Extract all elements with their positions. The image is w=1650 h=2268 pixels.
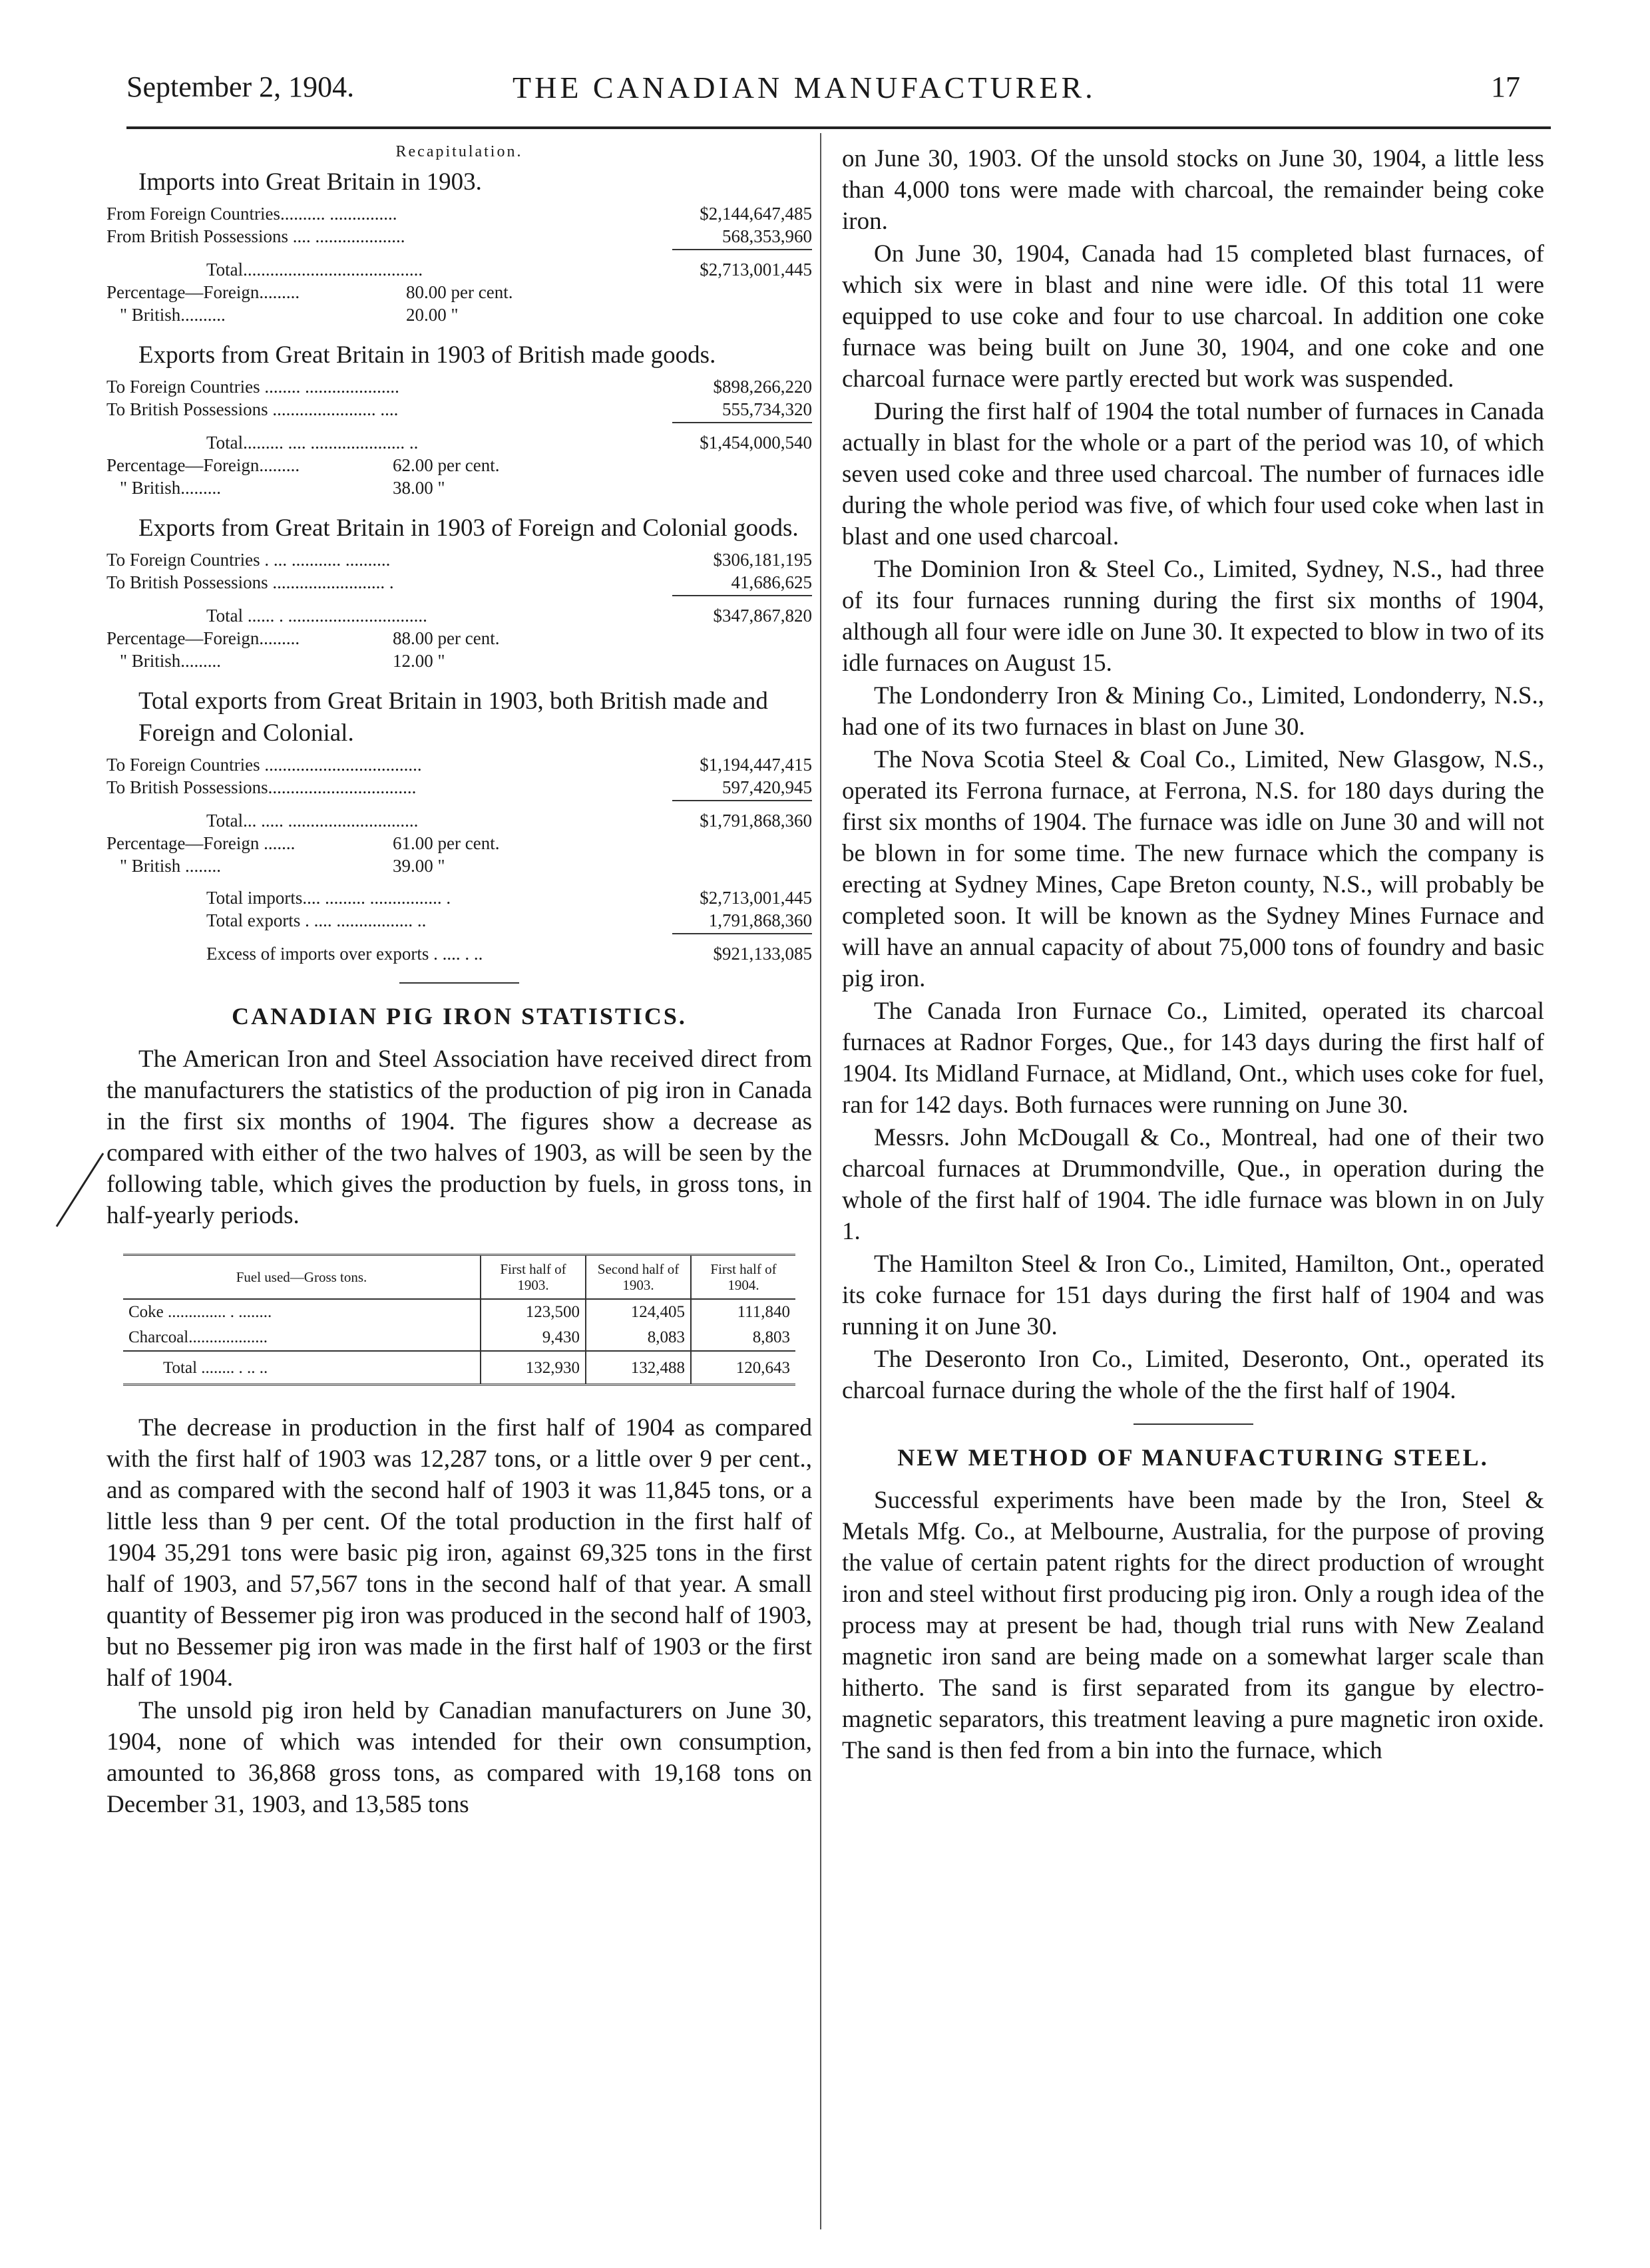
ledger-amount: $1,454,000,540 bbox=[700, 433, 812, 453]
value-cell: 111,840 bbox=[691, 1299, 795, 1325]
summary-amount: 1,791,868,360 bbox=[708, 910, 812, 930]
ledger-row bbox=[106, 548, 812, 571]
exports-british-title: Exports from Great Britain in 1903 of British made goods. bbox=[138, 341, 716, 369]
ledger-row bbox=[106, 776, 812, 799]
fuel-cell: Charcoal................... bbox=[128, 1328, 268, 1346]
percentage-label: Percentage—Foreign ....... bbox=[106, 833, 296, 853]
body-paragraph: The Londonderry Iron & Mining Co., Limited, Londonderry, N.S., had one of its two furnaces in blast on June 30. bbox=[842, 682, 1544, 741]
ledger-total-row bbox=[106, 604, 812, 627]
summary-amount: $2,713,001,445 bbox=[700, 888, 812, 908]
ledger-label: Total........................................ bbox=[206, 260, 423, 280]
percentage-row bbox=[106, 281, 812, 303]
value-cell: 132,488 bbox=[586, 1351, 691, 1385]
percentage-value: 80.00 per cent. bbox=[406, 282, 513, 302]
ledger-label: Total ...... . ............................... bbox=[206, 606, 427, 626]
right-column bbox=[842, 143, 1544, 1766]
body-paragraph: The Canada Iron Furnace Co., Limited, operated its charcoal furnaces at Radnor Forges, Que., for 143 days during the first half of 1904. Its Midland Furnace, at Midland, Ont., which uses coke for fuel, ran for 142 days. Both furnaces were running on June 30. bbox=[842, 998, 1544, 1119]
table-header: First half of 1904. bbox=[691, 1255, 795, 1300]
ledger-amount: $1,194,447,415 bbox=[700, 755, 812, 775]
ledger-amount: 568,353,960 bbox=[722, 226, 812, 246]
percentage-value: 12.00 " bbox=[393, 651, 445, 671]
body-paragraph: on June 30, 1903. Of the unsold stocks on June 30, 1904, a little less than 4,000 tons were made with charcoal, the remainder being coke iron. bbox=[842, 145, 1544, 235]
percentage-label: " British......... bbox=[120, 651, 222, 671]
ledger-label: From British Possessions .... .................... bbox=[106, 226, 405, 246]
ledger-amount: 41,686,625 bbox=[731, 572, 812, 592]
body-paragraph: The decrease in production in the first half of 1904 as compared with the first half of 1903 was 12,287 tons, or a little over 9 per cent., and as compared with the second half of 1903 it was 11,845 tons, or a little less than 9 per cent. Of the total production in the first half of 1904 35,291 tons were basic pig iron, against 69,325 tons in the first half of 1903, and 57,567 tons in the second half of that year. A small quantity of Bessemer pig iron was produced in the second half of 1903, but no Bessemer pig iron was made in the first half of 1903 or the first half of 1904. bbox=[106, 1414, 812, 1692]
percentage-value: 62.00 per cent. bbox=[393, 455, 500, 475]
ledger-amount: $306,181,195 bbox=[713, 550, 812, 570]
percentage-row bbox=[106, 627, 812, 650]
pig-iron-intro: The American Iron and Steel Association have received direct from the manufacturers the statistics of the production of pig iron in Canada in the first six months of 1904. The figures show a decrease as compared with either of the two halves of 1903, as will be seen by the following table, which gives the production by fuels, in gross tons, in half-yearly periods. bbox=[106, 1045, 812, 1229]
ledger-row bbox=[106, 202, 812, 225]
body-paragraph: The Nova Scotia Steel & Coal Co., Limited, New Glasgow, N.S., operated its Ferrona furnace, at Ferrona, N.S. for 180 days during the first six months of 1904. The furnace was idle on June 30 and will not be blown in for some time. The new furnace which the company is erecting at Sydney Mines, Cape Breton county, N.S., will probably be completed soon. It will be known as the Sydney Mines Furnace and will have an annual capacity of about 75,000 tons of foundry and basic pig iron. bbox=[842, 746, 1544, 992]
table-total-row bbox=[123, 1351, 795, 1385]
ledger-label: To British Possessions................................. bbox=[106, 777, 417, 797]
ledger-amount: $347,867,820 bbox=[713, 606, 812, 626]
value-cell: 8,083 bbox=[586, 1325, 691, 1351]
sum-rule bbox=[672, 249, 812, 250]
table-header: First half of 1903. bbox=[481, 1255, 586, 1300]
table-header: Second half of 1903. bbox=[586, 1255, 691, 1300]
steel-title: NEW METHOD OF MANUFACTURING STEEL. bbox=[897, 1444, 1489, 1471]
summary-row bbox=[106, 909, 812, 932]
percentage-value: 88.00 per cent. bbox=[393, 628, 500, 648]
body-paragraph: The Deseronto Iron Co., Limited, Deseronto, Ont., operated its charcoal furnace during the whole of the the first half of 1904. bbox=[842, 1346, 1544, 1404]
body-paragraph: Messrs. John McDougall & Co., Montreal, had one of their two charcoal furnaces at Drummondville, Que., in operation during the whole of the first half of 1904. The idle furnace was blown in on July 1. bbox=[842, 1124, 1544, 1245]
fuel-cell: Total ........ . .. .. bbox=[123, 1351, 481, 1385]
pig-iron-title: CANADIAN PIG IRON STATISTICS. bbox=[232, 1003, 687, 1030]
left-column bbox=[106, 143, 812, 1820]
summary-label: Total imports.... ......... ................ . bbox=[206, 888, 451, 908]
page-number: 17 bbox=[1491, 71, 1520, 103]
percentage-label: " British ........ bbox=[120, 856, 222, 876]
ledger-row bbox=[106, 398, 812, 421]
percentage-row bbox=[106, 476, 812, 499]
recap-heading: Recapitulation. bbox=[395, 143, 523, 160]
column-divider bbox=[820, 133, 821, 2229]
ledger-label: Total......... .... ..................... .. bbox=[206, 433, 419, 453]
table-header: Fuel used—Gross tons. bbox=[123, 1255, 481, 1300]
percentage-row bbox=[106, 650, 812, 672]
ledger-amount: $1,791,868,360 bbox=[700, 811, 812, 831]
table-row bbox=[123, 1299, 795, 1325]
ledger-total-row bbox=[106, 258, 812, 281]
ledger-amount: $898,266,220 bbox=[713, 377, 812, 397]
ledger-label: To Foreign Countries ................................... bbox=[106, 755, 422, 775]
ledger-total-row bbox=[106, 809, 812, 832]
ledger-row bbox=[106, 375, 812, 398]
percentage-value: 39.00 " bbox=[393, 856, 445, 876]
ledger-amount: $2,144,647,485 bbox=[700, 204, 812, 224]
value-cell: 123,500 bbox=[481, 1299, 586, 1325]
ledger-label: From Foreign Countries.......... ............... bbox=[106, 204, 397, 224]
value-cell: 132,930 bbox=[481, 1351, 586, 1385]
exports-foreign-title: Exports from Great Britain in 1903 of Foreign and Colonial goods. bbox=[138, 514, 799, 542]
value-cell: 8,803 bbox=[691, 1325, 795, 1351]
ledger-label: Total... ..... ............................. bbox=[206, 811, 419, 831]
excess-row bbox=[106, 942, 812, 965]
sum-rule bbox=[672, 800, 812, 801]
pig-iron-table bbox=[123, 1254, 795, 1386]
value-cell: 124,405 bbox=[586, 1299, 691, 1325]
excess-label: Excess of imports over exports . .... . .. bbox=[206, 944, 483, 964]
percentage-value: 61.00 per cent. bbox=[393, 833, 500, 853]
body-paragraph: On June 30, 1904, Canada had 15 completed blast furnaces, of which six were in blast and nine were idle. Of this total 11 were equipped to use coke and four to use charcoal. In addition one coke furnace was being built on June 30, 1904, and one coke and one charcoal furnace were partly erected but work was suspended. bbox=[842, 240, 1544, 393]
percentage-row bbox=[106, 832, 812, 854]
body-paragraph: The Dominion Iron & Steel Co., Limited, Sydney, N.S., had three of its four furnaces running during the first six months of 1904, although all four were idle on June 30. It expected to blow in two of its idle furnaces on August 15. bbox=[842, 556, 1544, 677]
body-paragraph: The unsold pig iron held by Canadian manufacturers on June 30, 1904, none of which was intended for their own consumption, amounted to 36,868 gross tons, as compared with 19,168 tons on December 31, 1903, and 13,585 tons bbox=[106, 1697, 812, 1818]
body-paragraph: During the first half of 1904 the total number of furnaces in Canada actually in blast for the whole or a part of the period was 10, of which seven used coke and three used charcoal. The number of furnaces idle during the whole period was five, of which four used coke when last in blast and one used charcoal. bbox=[842, 398, 1544, 550]
excess-amount: $921,133,085 bbox=[713, 944, 812, 964]
ledger-amount: $2,713,001,445 bbox=[700, 260, 812, 280]
sum-rule bbox=[672, 595, 812, 596]
ledger-row bbox=[106, 753, 812, 776]
ledger-label: To British Possessions ......................... . bbox=[106, 572, 394, 592]
percentage-value: 38.00 " bbox=[393, 478, 445, 498]
header-rule bbox=[126, 126, 1551, 129]
percentage-label: Percentage—Foreign......... bbox=[106, 628, 300, 648]
sum-rule bbox=[672, 933, 812, 934]
percentage-label: Percentage—Foreign......... bbox=[106, 455, 300, 475]
percentage-label: " British.......... bbox=[120, 305, 226, 325]
ledger-label: To British Possessions ....................... .... bbox=[106, 399, 399, 419]
body-paragraph: The Hamilton Steel & Iron Co., Limited, Hamilton, Ont., operated its coke furnace for 151 days during the first half of 1904 and was running it on June 30. bbox=[842, 1250, 1544, 1340]
percentage-row bbox=[106, 454, 812, 476]
section-rule bbox=[399, 982, 519, 984]
value-cell: 120,643 bbox=[691, 1351, 795, 1385]
imports-title: Imports into Great Britain in 1903. bbox=[138, 168, 482, 196]
ledger-row bbox=[106, 225, 812, 248]
percentage-value: 20.00 " bbox=[406, 305, 459, 325]
body-paragraph: Successful experiments have been made by the Iron, Steel & Metals Mfg. Co., at Melbourne, Australia, for the purpose of proving the value of certain patent rights for the direct production of wrought iron and steel without first producing pig iron. Only a rough idea of the process may at present be had, though trial runs with New Zealand magnetic iron sand are being made on a somewhat larger scale than hitherto. The sand is first separated from its gangue by electro-magnetic separators, this treatment leaving a pure magnetic iron oxide. The sand is then fed from a bin into the furnace, which bbox=[842, 1487, 1544, 1764]
ledger-row bbox=[106, 571, 812, 594]
ledger-total-row bbox=[106, 431, 812, 454]
percentage-label: Percentage—Foreign......... bbox=[106, 282, 300, 302]
publication-title: THE CANADIAN MANUFACTURER. bbox=[513, 71, 1096, 104]
ledger-label: To Foreign Countries ........ ..................... bbox=[106, 377, 399, 397]
percentage-row bbox=[106, 854, 812, 877]
pencil-mark bbox=[50, 1150, 110, 1230]
section-rule bbox=[1134, 1423, 1253, 1425]
issue-date: September 2, 1904. bbox=[126, 71, 355, 103]
percentage-row bbox=[106, 303, 812, 326]
summary-label: Total exports . .... ................. .. bbox=[206, 910, 427, 930]
table-row bbox=[123, 1325, 795, 1351]
ledger-amount: 597,420,945 bbox=[722, 777, 812, 797]
value-cell: 9,430 bbox=[481, 1325, 586, 1351]
fuel-cell: Coke .............. . ........ bbox=[128, 1303, 272, 1321]
total-exports-title: Total exports from Great Britain in 1903, both British made and Foreign and Colonial. bbox=[138, 687, 768, 747]
summary-row bbox=[106, 886, 812, 909]
sum-rule bbox=[672, 422, 812, 423]
ledger-amount: 555,734,320 bbox=[722, 399, 812, 419]
ledger-label: To Foreign Countries . ... ........... .......... bbox=[106, 550, 391, 570]
percentage-label: " British......... bbox=[120, 478, 222, 498]
page-header bbox=[126, 70, 1551, 110]
